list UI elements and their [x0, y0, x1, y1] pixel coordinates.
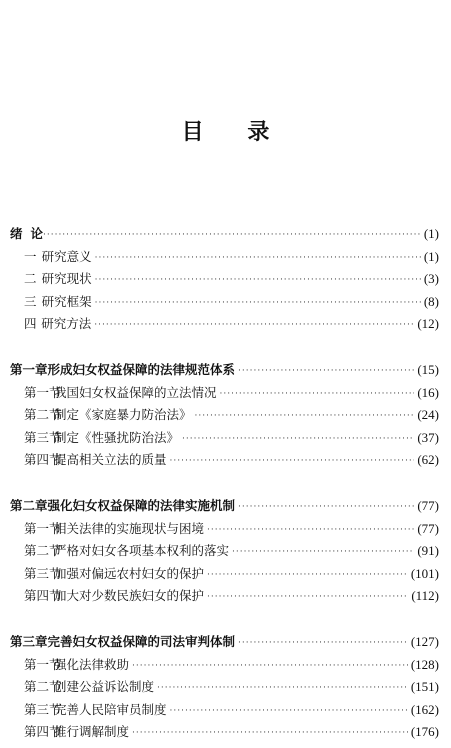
toc-entry-title: 强化妇女权益保障的法律实施机制 — [47, 497, 236, 513]
toc-entry-sub[interactable] — [10, 404, 439, 427]
toc-entry-sub[interactable] — [10, 676, 439, 699]
dot-leader — [43, 224, 421, 247]
toc-entry-sub[interactable] — [10, 291, 439, 314]
toc-entry-page: (15) — [417, 361, 439, 377]
toc-entry-number: 第二节 — [24, 679, 62, 695]
toc-entry-sub[interactable] — [10, 654, 439, 677]
dot-leader — [170, 700, 408, 723]
toc-entry-page: (37) — [417, 429, 439, 445]
toc-entry-title: 加大对少数民族妇女的保护 — [54, 588, 205, 604]
toc-entry-page: (151) — [410, 679, 439, 695]
toc-entry-sub[interactable] — [10, 268, 439, 291]
table-of-contents — [10, 223, 439, 744]
toc-entry-page: (77) — [417, 520, 439, 536]
toc-entry-number: 第三节 — [24, 565, 62, 581]
dot-leader — [157, 677, 408, 700]
dot-leader — [95, 247, 421, 270]
toc-entry-title: 研究方法 — [41, 316, 92, 332]
toc-entry-number: 第四节 — [24, 724, 62, 740]
toc-entry-page: (176) — [410, 724, 439, 740]
toc-entry-page: (1) — [423, 226, 439, 241]
toc-entry-number: 第四节 — [24, 452, 62, 468]
dot-leader — [182, 428, 414, 451]
dot-leader — [207, 519, 414, 542]
toc-entry-sub[interactable] — [10, 721, 439, 744]
dot-leader — [232, 541, 414, 564]
toc-entry-number: 第三章 — [10, 633, 48, 649]
toc-entry-title: 研究现状 — [41, 271, 92, 287]
dot-leader — [132, 655, 408, 678]
dot-leader — [195, 405, 415, 428]
toc-entry-page: (77) — [417, 497, 439, 513]
toc-entry-title: 制定《性骚扰防治法》 — [54, 429, 180, 445]
toc-entry-title: 制定《家庭暴力防治法》 — [54, 407, 192, 423]
toc-entry-sub[interactable] — [10, 382, 439, 405]
toc-section-chapter-3 — [10, 631, 439, 744]
toc-entry-title: 完善人民陪审员制度 — [54, 701, 167, 717]
dot-leader — [220, 383, 415, 406]
toc-entry-title: 我国妇女权益保障的立法情况 — [54, 384, 217, 400]
dot-leader — [207, 564, 408, 587]
toc-entry-page: (12) — [417, 316, 439, 332]
toc-entry-title: 完善妇女权益保障的司法审判体制 — [47, 633, 236, 649]
page-title: 目 录 — [181, 119, 288, 145]
toc-entry-title: 创建公益诉讼制度 — [54, 679, 155, 695]
toc-entry-number: 一 — [24, 248, 37, 264]
toc-entry-number: 二 — [24, 271, 37, 287]
toc-entry-number: 第二节 — [24, 543, 62, 559]
toc-entry-sub[interactable] — [10, 313, 439, 336]
toc-entry-title: 研究意义 — [41, 248, 92, 264]
toc-entry-page: (127) — [410, 633, 439, 649]
toc-entry-number: 第一节 — [24, 520, 62, 536]
toc-entry-number: 第一节 — [24, 384, 62, 400]
toc-entry-number: 三 — [24, 293, 37, 309]
toc-entry-number: 绪论 — [10, 226, 52, 241]
toc-entry-number: 第三节 — [24, 701, 62, 717]
toc-entry-sub[interactable] — [10, 563, 439, 586]
toc-entry-page: (112) — [411, 588, 439, 604]
toc-entry-title: 形成妇女权益保障的法律规范体系 — [47, 361, 236, 377]
dot-leader — [95, 292, 421, 315]
toc-section-chapter-2 — [10, 495, 439, 608]
toc-entry-sub[interactable] — [10, 699, 439, 722]
toc-entry-sub[interactable] — [10, 449, 439, 472]
toc-entry-page: (3) — [423, 271, 439, 287]
toc-entry-page: (162) — [410, 701, 439, 717]
toc-entry-intro[interactable] — [10, 223, 439, 246]
toc-entry-chapter[interactable] — [10, 631, 439, 654]
toc-entry-title: 强化法律救助 — [54, 656, 130, 672]
toc-entry-number: 第三节 — [24, 429, 62, 445]
toc-entry-title: 提高相关立法的质量 — [54, 452, 167, 468]
toc-entry-title: 严格对妇女各项基本权利的落实 — [54, 543, 230, 559]
dot-leader — [95, 269, 421, 292]
toc-entry-page: (91) — [417, 543, 439, 559]
dot-leader — [170, 450, 415, 473]
toc-entry-number: 第四节 — [24, 588, 62, 604]
toc-section-intro — [10, 223, 439, 336]
toc-entry-number: 第一章 — [10, 361, 48, 377]
dot-leader — [238, 632, 408, 655]
dot-leader — [94, 314, 414, 337]
toc-entry-sub[interactable] — [10, 518, 439, 541]
toc-entry-title: 推行调解制度 — [54, 724, 130, 740]
toc-entry-page: (16) — [417, 384, 439, 400]
toc-entry-sub[interactable] — [10, 246, 439, 269]
toc-entry-title: 研究框架 — [41, 293, 92, 309]
toc-section-chapter-1 — [10, 359, 439, 472]
toc-entry-page: (24) — [417, 407, 439, 423]
toc-entry-title: 加强对偏远农村妇女的保护 — [54, 565, 205, 581]
toc-entry-number: 第二章 — [10, 497, 48, 513]
toc-entry-page: (128) — [410, 656, 439, 672]
toc-entry-page: (101) — [410, 565, 439, 581]
toc-entry-chapter[interactable] — [10, 359, 439, 382]
dot-leader — [132, 722, 408, 745]
dot-leader — [207, 586, 408, 609]
toc-entry-title: 相关法律的实施现状与困境 — [54, 520, 205, 536]
toc-entry-page: (1) — [423, 248, 439, 264]
dot-leader — [238, 496, 414, 519]
toc-entry-sub[interactable] — [10, 427, 439, 450]
toc-entry-number: 第二节 — [24, 407, 62, 423]
toc-entry-number: 四 — [24, 316, 37, 332]
toc-entry-page: (62) — [417, 452, 439, 468]
toc-entry-number: 第一节 — [24, 656, 62, 672]
toc-entry-chapter[interactable] — [10, 495, 439, 518]
toc-entry-sub[interactable] — [10, 585, 439, 608]
toc-entry-sub[interactable] — [10, 540, 439, 563]
dot-leader — [238, 360, 414, 383]
toc-entry-page: (8) — [423, 293, 439, 309]
